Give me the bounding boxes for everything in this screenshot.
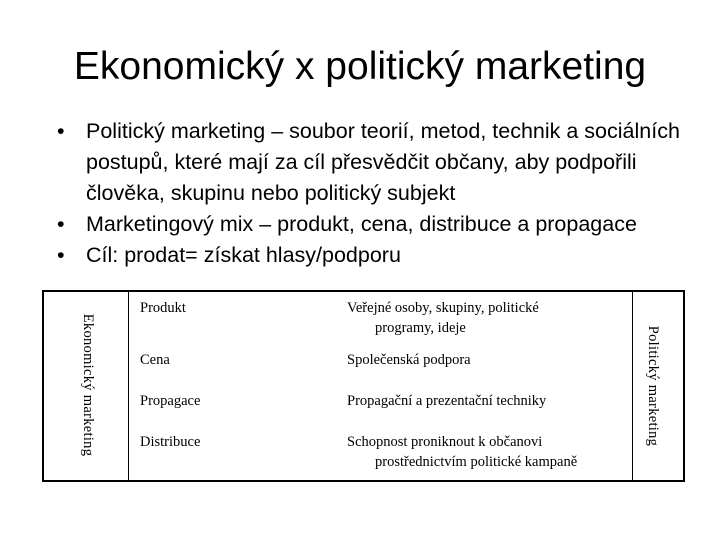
political-cell [347,350,607,370]
bullet-icon: • [57,243,65,267]
political-cell-line: Propagační a prezentační techniky [347,393,547,409]
bullet-item [55,116,695,209]
political-cell-line: Společenská podpora [347,352,471,368]
economic-cell-propagace: Propagace [140,393,201,409]
bullet-text: Cíl: prodat= získat hlasy/podporu [86,243,401,267]
left-side-column [44,292,129,480]
political-cell-line: Schopnost proniknout k občanovi [347,434,543,450]
economic-cell-produkt: Produkt [140,300,186,316]
bullet-item [55,240,695,271]
political-cell [347,391,607,411]
bullet-item [55,209,695,240]
political-cell-line: Veřejné osoby, skupiny, politické [347,300,539,316]
right-side-column [632,292,683,480]
comparison-table [42,290,685,482]
bullet-icon: • [57,119,65,143]
page-title: Ekonomický x politický marketing [73,45,647,88]
political-cell [347,432,607,472]
left-side-label: Ekonomický marketing [80,313,96,457]
bullet-list [55,116,695,271]
political-cell-line: programy, ideje [375,320,466,336]
bullet-text: Politický marketing – soubor teorií, metod, technik a sociálních postupů, které mají za cíl přesvědčit občany, aby podpořili člověka, skupinu nebo politický subjekt [86,119,680,205]
right-side-label: Politický marketing [645,325,661,447]
bullet-icon: • [57,212,65,236]
economic-cell-distribuce: Distribuce [140,434,201,450]
bullet-text: Marketingový mix – produkt, cena, distribuce a propagace [86,212,637,236]
political-cell-line: prostřednictvím politické kampaně [375,454,578,470]
economic-cell-cena: Cena [140,352,170,368]
political-cell [347,298,607,338]
